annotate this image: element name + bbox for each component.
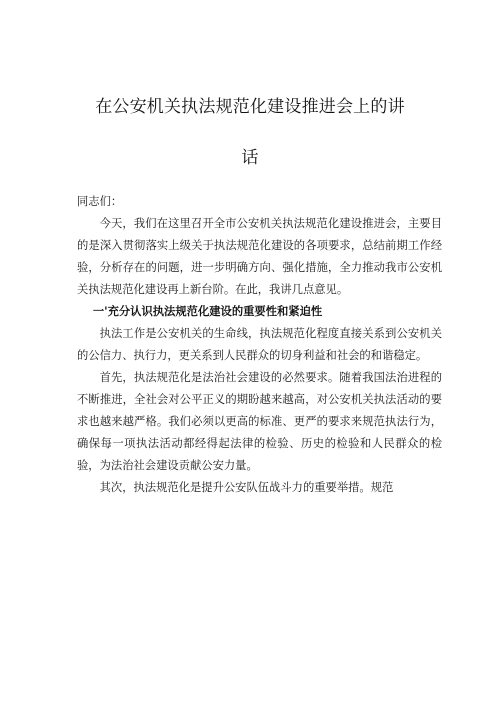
paragraph-2: 首先，执法规范化是法治社会建设的必然要求。随着我国法治进程的不断推进，全社会对公平正义的期盼越来越高，对公安机关执法活动的要求也越来越严格。我们必须以更高的标准、更严的要求来规范执法行为，确保每一项执法活动都经得起法律的检验、历史的检验和人民群众的检验，为法治社会建设贡献公安力量。 xyxy=(77,371,442,472)
paragraph-1: 执法工作是公安机关的生命线，执法规范化程度直接关系到公安机关的公信力、执行力，更关系到人民群众的切身利益和社会的和谐稳定。 xyxy=(77,327,442,362)
document-body xyxy=(77,191,442,499)
salutation: 同志们： xyxy=(77,195,123,208)
section-1-heading: 一'充分认识执法规范化建设的重要性和紧迫性 xyxy=(92,305,323,318)
paragraph-3: 其次，执法规范化是提升公安队伍战斗力的重要举措。规范 xyxy=(99,481,394,494)
document-title-line-1: 在公安机关执法规范化建设推进会上的讲 xyxy=(95,97,405,117)
intro-paragraph: 今天，我们在这里召开全市公安机关执法规范化建设推进会，主要目的是深入贯彻落实上级关于执法规范化建设的各项要求，总结前期工作经验，分析存在的问题，进一步明确方向、强化措施，全力推动我市公安机关执法规范化建设再上新台阶。在此，我讲几点意见。 xyxy=(77,217,442,296)
document-title-line-2: 话 xyxy=(241,148,259,168)
